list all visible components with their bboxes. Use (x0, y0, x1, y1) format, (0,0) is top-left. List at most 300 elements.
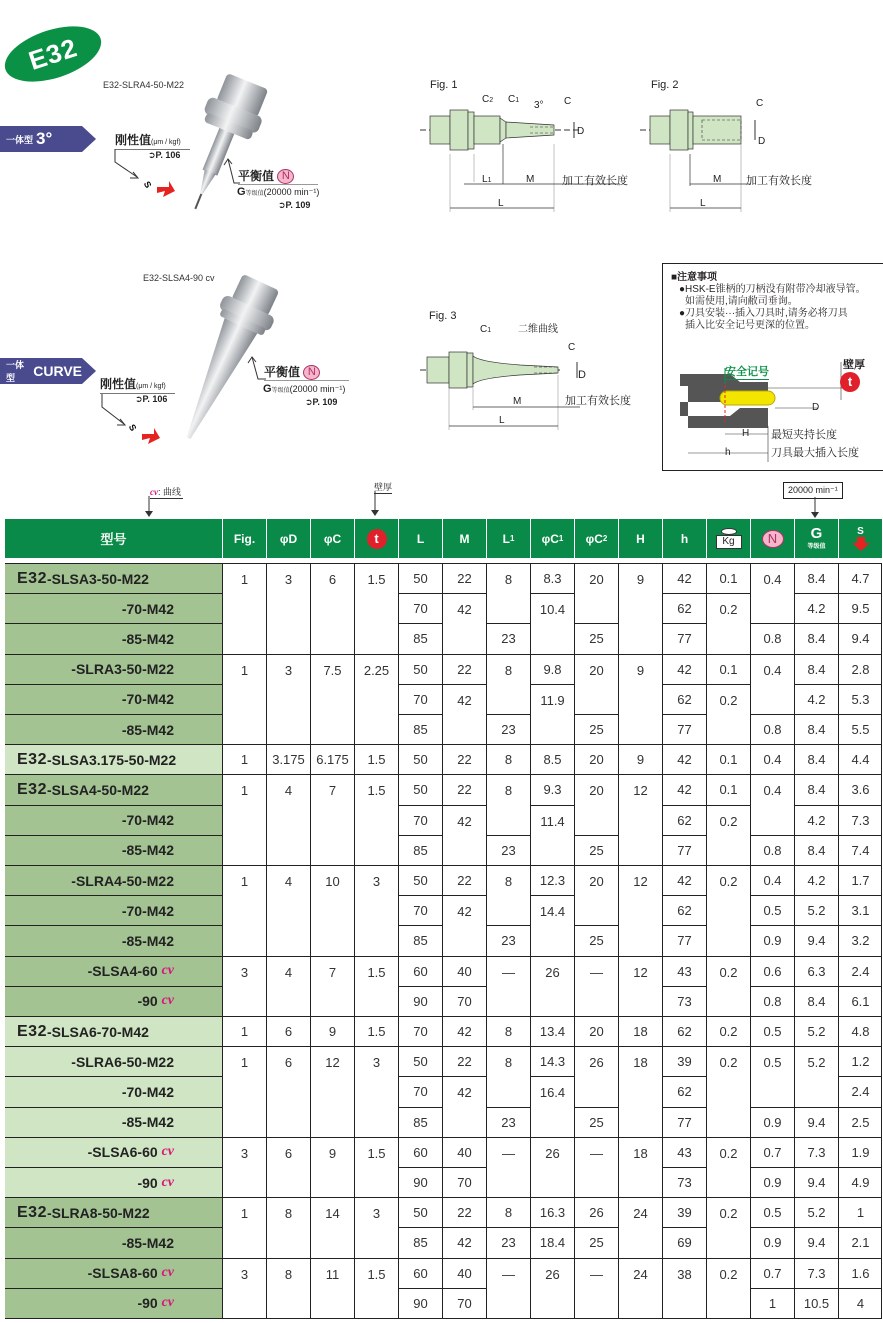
table-cell: 0.2 (706, 865, 750, 956)
table-cell: 0.5 (750, 1046, 794, 1106)
svg-text:C: C (568, 342, 576, 353)
table-cell: 43 (662, 956, 706, 986)
table-cell: 9.4 (838, 623, 882, 653)
table-cell: 12 (310, 1046, 354, 1137)
table-cell: 26 (574, 1046, 618, 1106)
table-row-model: -SLSA6-60 cv (5, 1137, 222, 1167)
series-badge: E32 (0, 16, 108, 93)
table-cell: 1.2 (838, 1046, 882, 1076)
table-cell: 0.1 (706, 654, 750, 684)
table-row-model: -90 cv (5, 1167, 222, 1197)
wall-thickness-t-icon: t (840, 372, 860, 392)
table-cell: 50 (398, 654, 442, 684)
svg-text:C: C (756, 98, 764, 109)
table-cell: 62 (662, 1016, 706, 1046)
table-cell: 2.5 (838, 1107, 882, 1137)
table-cell: 1 (222, 563, 266, 654)
table-cell: 85 (398, 714, 442, 744)
table-cell: 1 (222, 774, 266, 865)
fig1-diagram (420, 92, 640, 212)
table-cell: 8.4 (794, 623, 838, 653)
table-cell: 7.3 (838, 805, 882, 835)
table-cell: 3.6 (838, 774, 882, 804)
table-cell: 7.5 (310, 654, 354, 745)
type-tag-curve (0, 358, 82, 384)
table-cell: 90 (398, 986, 442, 1016)
notes-item: 如需使用,请向敝司垂询。 (685, 296, 798, 307)
table-cell: 4 (266, 774, 310, 865)
table-cell: 0.7 (750, 1258, 794, 1288)
table-cell: 23 (486, 1107, 530, 1137)
table-cell: 2.4 (838, 1076, 882, 1106)
fig3-title: Fig. 3 (429, 310, 457, 322)
table-row-model: E32 -SLSA6-70-M42 (5, 1016, 222, 1046)
balance-page-ref-2[interactable]: ➲P. 109 (305, 397, 338, 407)
header-t (354, 519, 398, 558)
table-cell: 50 (398, 744, 442, 774)
table-cell: 42 (662, 744, 706, 774)
table-cell: 0.9 (750, 1227, 794, 1257)
table-cell: 0.6 (750, 956, 794, 986)
table-cell: 23 (486, 623, 530, 653)
cv-legend: cv: 曲线 (150, 487, 182, 497)
table-cell: 22 (442, 654, 486, 684)
t-icon: t (367, 529, 387, 549)
table-cell: 6.175 (310, 744, 354, 774)
table-cell: 62 (662, 1076, 706, 1106)
table-cell: 5.2 (794, 895, 838, 925)
table-cell: 6 (266, 1137, 310, 1197)
table-cell: 16.3 (530, 1197, 574, 1227)
g-grade-label-1: G等级值(20000 min⁻¹) (237, 186, 320, 198)
table-cell: 8.4 (794, 714, 838, 744)
table-cell: 42 (662, 774, 706, 804)
table-cell: 7.3 (794, 1137, 838, 1167)
table-cell: 77 (662, 925, 706, 955)
wall-note: 壁厚 (374, 482, 393, 492)
table-row-model: -70-M42 (5, 684, 222, 714)
svg-text:M: M (526, 174, 535, 185)
table-cell: 0.7 (750, 1137, 794, 1167)
table-cell: 1 (222, 865, 266, 956)
table-cell: 1.5 (354, 956, 398, 1016)
photo-caption-2: E32-SLSA4-90 cv (143, 273, 215, 283)
header-g: G 等级值 (794, 519, 838, 558)
table-row-model: -SLSA8-60 cv (5, 1258, 222, 1288)
table-cell: 8.4 (794, 654, 838, 684)
table-cell: 50 (398, 1046, 442, 1076)
table-cell: 85 (398, 925, 442, 955)
table-cell: 8 (266, 1258, 310, 1318)
table-cell: 0.2 (706, 956, 750, 1016)
h-lower-desc: 刀具最大插入长度 (771, 447, 859, 459)
fig3-effective-length: 加工有效长度 (565, 395, 631, 407)
table-cell: 4.7 (838, 563, 882, 593)
cv-mark: cv (161, 1265, 174, 1281)
fig1-effective-length: 加工有效长度 (562, 175, 628, 187)
fig2-effective-length: 加工有效长度 (746, 175, 812, 187)
table-cell: 62 (662, 805, 706, 835)
table-cell: 20 (574, 865, 618, 925)
table-cell: 4 (838, 1288, 882, 1318)
table-cell: 9 (310, 1137, 354, 1197)
table-cell: 12 (618, 774, 662, 865)
table-row-model: E32 -SLSA4-50-M22 (5, 774, 222, 804)
h-upper-desc: 最短夹持长度 (771, 429, 837, 441)
table-cell: 9.5 (838, 593, 882, 623)
table-cell: 20 (574, 563, 618, 623)
header-h-lower: h (662, 519, 706, 558)
table-cell: — (486, 956, 530, 1016)
table-cell: 14 (310, 1197, 354, 1257)
table-row-model: -85-M42 (5, 1227, 222, 1257)
table-cell: 50 (398, 563, 442, 593)
svg-text:L: L (499, 415, 505, 426)
cv-mark: cv (161, 963, 174, 979)
table-cell: 25 (574, 1107, 618, 1137)
table-cell: 0.4 (750, 774, 794, 834)
table-cell: 3.2 (838, 925, 882, 955)
cv-mark: cv (161, 1174, 174, 1190)
table-cell: 6 (266, 1016, 310, 1046)
table-cell: 3 (266, 654, 310, 745)
svg-text:S: S (126, 422, 139, 433)
notes-item: ●HSK-E锥柄的刀柄没有附带冷却液导管。 (679, 284, 866, 295)
notes-item: 插入比安全记号更深的位置。 (685, 320, 815, 331)
svg-text:M: M (513, 396, 522, 407)
table-row-model: -85-M42 (5, 925, 222, 955)
table-cell: 4.2 (794, 684, 838, 714)
table-row-model: -85-M42 (5, 835, 222, 865)
table-cell: 1 (222, 1016, 266, 1046)
table-cell: 2.8 (838, 654, 882, 684)
table-cell: 8 (486, 774, 530, 834)
fig2-diagram (640, 92, 766, 212)
table-cell: 1.9 (838, 1137, 882, 1167)
cv-mark: cv (161, 1144, 174, 1160)
table-cell: 9.4 (794, 1107, 838, 1137)
table-cell: 0.2 (706, 805, 750, 865)
n-icon: N (762, 530, 784, 548)
table-cell: 77 (662, 835, 706, 865)
table-cell: 69 (662, 1227, 706, 1257)
table-cell: 22 (442, 1197, 486, 1227)
table-cell: 0.2 (706, 1046, 750, 1137)
table-cell: 73 (662, 986, 706, 1016)
table-cell: 11.4 (530, 805, 574, 865)
table-cell: 22 (442, 1046, 486, 1076)
table-cell: 6.3 (794, 956, 838, 986)
table-cell: 23 (486, 1227, 530, 1257)
table-row-model: E32 -SLSA3-50-M22 (5, 563, 222, 593)
table-cell: 24 (618, 1258, 662, 1318)
table-cell: 3.175 (266, 744, 310, 774)
header-weight (706, 519, 750, 558)
table-cell: 77 (662, 623, 706, 653)
table-row-model: -85-M42 (5, 623, 222, 653)
table-cell: 73 (662, 1167, 706, 1197)
table-cell: 42 (662, 563, 706, 593)
table-cell: 2.4 (838, 956, 882, 986)
table-cell: 7.4 (838, 835, 882, 865)
table-cell: 24 (618, 1197, 662, 1257)
table-cell: 4.2 (794, 593, 838, 623)
table-cell: 25 (574, 925, 618, 955)
table-cell: 43 (662, 1137, 706, 1167)
table-cell: 42 (662, 654, 706, 684)
table-cell: 8 (486, 654, 530, 714)
table-cell: 11 (310, 1258, 354, 1318)
table-cell: — (486, 1137, 530, 1197)
table-cell: 60 (398, 1258, 442, 1288)
table-cell: 2.25 (354, 654, 398, 745)
table-cell: 9 (618, 744, 662, 774)
svg-text:二维曲线: 二维曲线 (518, 324, 558, 335)
table-cell: 26 (530, 1137, 574, 1197)
table-cell: 11.9 (530, 684, 574, 744)
balance-page-ref-1[interactable]: ➲P. 109 (278, 200, 311, 210)
svg-text:S: S (141, 179, 154, 190)
table-cell: 42 (442, 593, 486, 653)
table-cell: 4.2 (794, 805, 838, 835)
table-cell: 0.1 (706, 744, 750, 774)
header-l1: L 1 (486, 519, 530, 558)
table-cell: 25 (574, 835, 618, 865)
table-row-model: E32 -SLSA3.175-50-M22 (5, 744, 222, 774)
table-cell: 0.9 (750, 1167, 794, 1197)
table-cell: 85 (398, 623, 442, 653)
table-cell: 70 (398, 1016, 442, 1046)
table-cell: 8 (486, 744, 530, 774)
table-cell: 90 (398, 1288, 442, 1318)
table-cell: 70 (398, 895, 442, 925)
table-cell: 4 (266, 956, 310, 1016)
table-cell: 18 (618, 1016, 662, 1046)
table-cell: 40 (442, 1137, 486, 1167)
d-label: D (812, 402, 820, 413)
table-row-model: E32 -SLRA8-50-M22 (5, 1197, 222, 1227)
table-row-model: -90 cv (5, 1288, 222, 1318)
table-row-model: -SLRA3-50-M22 (5, 654, 222, 684)
table-bottom-border (5, 1318, 882, 1319)
header-m: M (442, 519, 486, 558)
table-row-model: -85-M42 (5, 714, 222, 744)
tag-small-text: 一体型 (6, 134, 34, 145)
table-cell: 42 (442, 805, 486, 865)
table-cell: 42 (662, 865, 706, 895)
table-cell: 2.1 (838, 1227, 882, 1257)
table-cell: 40 (442, 956, 486, 986)
header-s: S (838, 519, 882, 558)
table-cell: 1.5 (354, 1137, 398, 1197)
table-cell: 23 (486, 714, 530, 744)
svg-text:D: D (758, 136, 766, 147)
table-cell: 12.3 (530, 865, 574, 895)
table-cell: 1.5 (354, 1258, 398, 1318)
table-cell: 0.4 (750, 563, 794, 623)
table-row-model: -SLSA4-60 cv (5, 956, 222, 986)
table-cell: 50 (398, 865, 442, 895)
header-c1: φC 1 (530, 519, 574, 558)
table-cell: 23 (486, 925, 530, 955)
table-cell: 50 (398, 1197, 442, 1227)
svg-text:D: D (577, 126, 585, 137)
table-cell: 20 (574, 744, 618, 774)
table-cell: 4 (266, 865, 310, 956)
table-cell: 0.2 (706, 593, 750, 653)
header-d: φD (266, 519, 310, 558)
table-cell: 3 (354, 865, 398, 956)
h-upper-label: H (742, 428, 750, 439)
arrow-down-icon (145, 496, 155, 518)
weight-icon: Kg (716, 528, 742, 549)
table-row-model: -70-M42 (5, 1076, 222, 1106)
table-cell: 12 (618, 956, 662, 1016)
table-cell: 26 (530, 1258, 574, 1318)
table-cell: 20 (574, 774, 618, 834)
table-cell: 9.3 (530, 774, 574, 804)
table-cell: 3 (266, 563, 310, 654)
svg-text:C2: C2 (482, 94, 494, 105)
table-cell: 1.6 (838, 1258, 882, 1288)
header-fig: Fig. (222, 519, 266, 558)
table-cell: 4.9 (838, 1167, 882, 1197)
table-cell: 70 (398, 805, 442, 835)
table-cell: 8.4 (794, 563, 838, 593)
table-cell: 70 (442, 986, 486, 1016)
table-cell: 3 (354, 1046, 398, 1137)
h-lower-label: h (725, 447, 731, 458)
table-cell: 4.8 (838, 1016, 882, 1046)
table-cell: 20 (574, 654, 618, 714)
tag-small-text: 一体型 (6, 360, 25, 383)
safety-mark-label: 安全记号 (725, 363, 769, 380)
table-cell: 5.2 (794, 1046, 838, 1106)
svg-text:3°: 3° (534, 100, 544, 111)
table-cell: 23 (486, 835, 530, 865)
table-cell: 85 (398, 1227, 442, 1257)
table-cell: 5.2 (794, 1197, 838, 1227)
header-c2: φC 2 (574, 519, 618, 558)
table-cell: 26 (574, 1197, 618, 1227)
table-cell: 4.4 (838, 744, 882, 774)
table-cell: 8 (266, 1197, 310, 1257)
table-cell: 6.1 (838, 986, 882, 1016)
table-cell: 42 (442, 1227, 486, 1257)
table-cell: 13.4 (530, 1016, 574, 1046)
header-l: L (398, 519, 442, 558)
table-cell: 1.5 (354, 774, 398, 865)
table-cell: — (574, 956, 618, 1016)
table-row-model: -SLRA6-50-M22 (5, 1046, 222, 1076)
table-cell: 42 (442, 684, 486, 744)
arrow-icon (113, 147, 173, 197)
table-cell: 8.5 (530, 744, 574, 774)
table-cell: 70 (442, 1288, 486, 1318)
table-cell: 62 (662, 593, 706, 623)
table-cell: 8 (486, 563, 530, 623)
stiffness-page-ref-1[interactable]: ➲P. 106 (148, 150, 181, 160)
table-cell: 8 (486, 1197, 530, 1227)
table-cell: 8 (486, 1016, 530, 1046)
table-cell: 16.4 (530, 1076, 574, 1136)
table-row-model: -90 cv (5, 986, 222, 1016)
table-cell: 14.3 (530, 1046, 574, 1076)
fig2-title: Fig. 2 (651, 79, 679, 91)
stiffness-page-ref-2[interactable]: ➲P. 106 (135, 394, 168, 404)
svg-text:L1: L1 (482, 174, 492, 185)
table-cell: 8.4 (794, 986, 838, 1016)
table-cell: 1 (222, 1046, 266, 1137)
table-cell: 10.4 (530, 593, 574, 653)
table-cell: 0.2 (706, 684, 750, 744)
table-cell: 26 (530, 956, 574, 1016)
table-cell: 8.4 (794, 835, 838, 865)
table-cell: 40 (442, 1258, 486, 1288)
table-cell: 6 (310, 563, 354, 654)
table-cell: 62 (662, 684, 706, 714)
table-cell: 7 (310, 956, 354, 1016)
stiffness-label-1: 刚性值(μm / kgf) (115, 131, 190, 150)
table-cell: 8.3 (530, 563, 574, 593)
balance-n-icon: N (303, 365, 320, 380)
table-cell: 39 (662, 1197, 706, 1227)
table-cell: 0.1 (706, 774, 750, 804)
wall-thickness-label: 壁厚 (843, 359, 865, 371)
table-cell: 9.4 (794, 925, 838, 955)
table-cell: 20 (574, 1016, 618, 1046)
table-cell: 70 (398, 684, 442, 714)
table-cell: 10.5 (794, 1288, 838, 1318)
table-cell: 0.2 (706, 1137, 750, 1197)
balance-n-icon: N (277, 169, 294, 184)
table-cell: 1.7 (838, 865, 882, 895)
table-cell: 3.1 (838, 895, 882, 925)
table-cell: 9 (618, 563, 662, 654)
table-cell: 22 (442, 744, 486, 774)
table-cell: 1 (750, 1288, 794, 1318)
table-cell: 0.9 (750, 1107, 794, 1137)
table-cell: 90 (398, 1167, 442, 1197)
table-cell: 1 (222, 744, 266, 774)
table-cell: 10 (310, 865, 354, 956)
table-cell: 1.5 (354, 744, 398, 774)
table-cell: 9.8 (530, 654, 574, 684)
table-cell: 3 (354, 1197, 398, 1257)
table-cell: 70 (398, 593, 442, 623)
table-cell: 5.2 (794, 1016, 838, 1046)
table-cell: 18 (618, 1046, 662, 1137)
table-row-model: -70-M42 (5, 593, 222, 623)
table-cell: 0.8 (750, 835, 794, 865)
table-cell: 14.4 (530, 895, 574, 955)
table-cell: 77 (662, 1107, 706, 1137)
table-cell: 0.4 (750, 744, 794, 774)
table-cell: — (486, 1258, 530, 1318)
table-cell: 0.4 (750, 654, 794, 714)
fig3-d-label: D (578, 369, 586, 381)
table-cell: 22 (442, 865, 486, 895)
table-cell: 3 (222, 1258, 266, 1318)
balance-label-1: 平衡值 N (238, 167, 318, 185)
table-cell: 0.8 (750, 986, 794, 1016)
table-cell: 25 (574, 623, 618, 653)
table-cell: 3 (222, 956, 266, 1016)
table-cell: 3 (222, 1137, 266, 1197)
tag-big-text: CURVE (33, 363, 82, 379)
table-cell: 9.4 (794, 1227, 838, 1257)
svg-text:L: L (498, 198, 504, 209)
